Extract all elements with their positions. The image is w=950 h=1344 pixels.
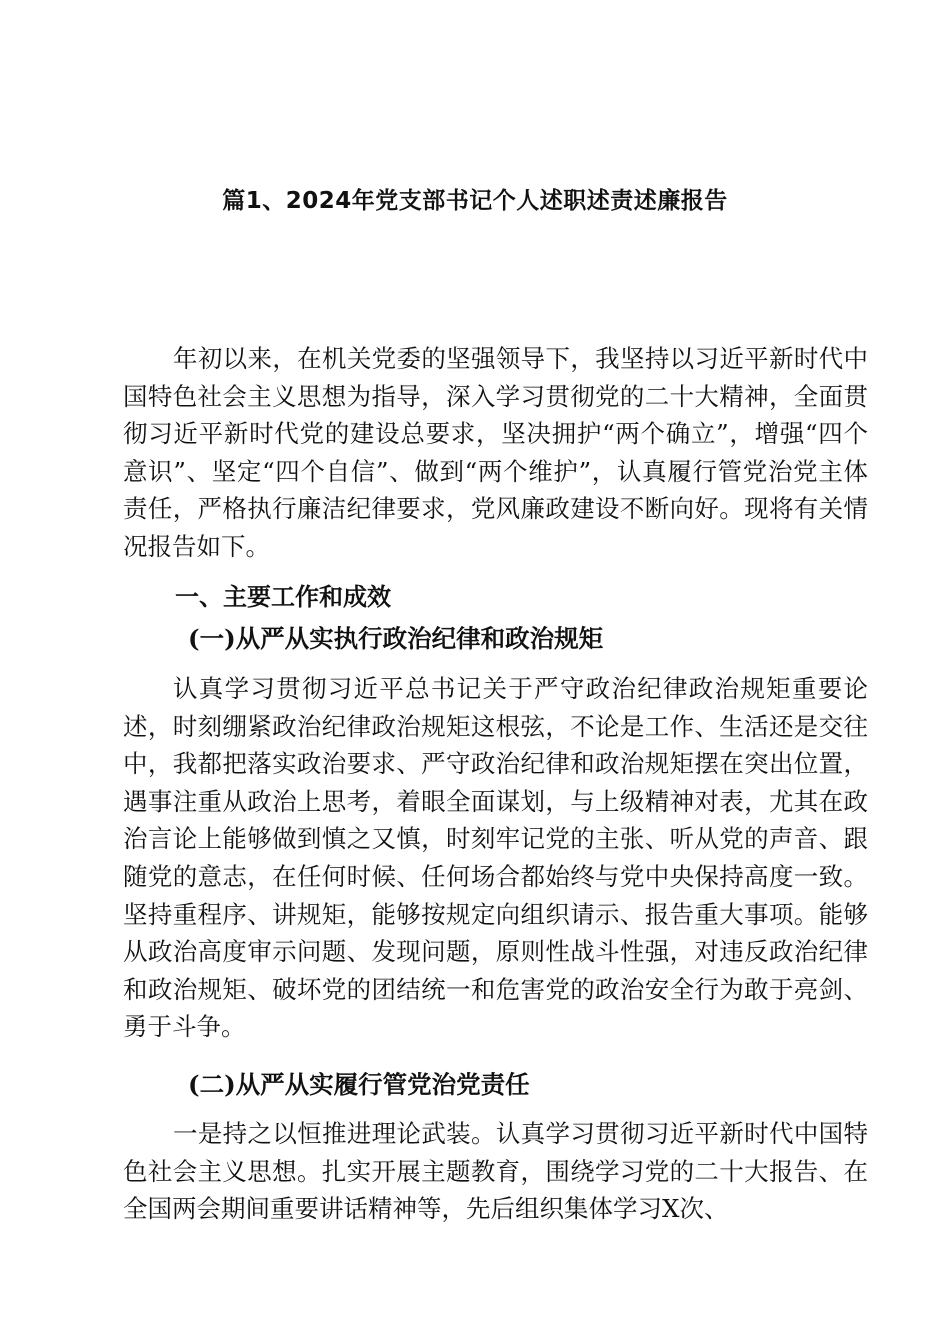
subsection-heading-political-discipline: (一)从严从实执行政治纪律和政治规矩 xyxy=(188,624,604,653)
theory-study-paragraph: 一是持之以恒推进理论武装。认真学习贯彻习近平新时代中国特色社会主义思想。扎实开展主题教育，围绕学习党的二十大报告、在全国两会期间重要讲话精神等，先后组织集体学习X次、 xyxy=(123,1119,868,1224)
political-discipline-paragraph: 认真学习贯彻习近平总书记关于严守政治纪律政治规矩重要论述，时刻绷紧政治纪律政治规矩这根弦，不论是工作、生活还是交往中，我都把落实政治要求、严守政治纪律和政治规矩摆在突出位置，遇事注重从政治上思考，着眼全面谋划，与上级精神对表，尤其在政治言论上能够做到慎之又慎，时刻牢记党的主张、听从党的声音、跟随党的意志，在任何时候、任何场合都始终与党中央保持高度一致。坚持重程序、讲规矩，能够按规定向组织请示、报告重大事项。能够从政治高度审示问题、发现问题，原则性战斗性强，对违反政治纪律和政治规矩、破坏党的团结统一和危害党的政治安全行为敢于亮剑、勇于斗争。 xyxy=(123,674,868,1042)
intro-paragraph: 年初以来，在机关党委的坚强领导下，我坚持以习近平新时代中国特色社会主义思想为指导，深入学习贯彻党的二十大精神，全面贯彻习近平新时代党的建设总要求，坚决拥护“两个确立”，增强“四个意识”、坚定“四个自信”、做到“两个维护”，认真履行管党治党主体责任，严格执行廉洁纪律要求，党风廉政建设不断向好。现将有关情况报告如下。 xyxy=(123,344,868,561)
document-title: 篇1、2024年党支部书记个人述职述责述廉报告 xyxy=(222,188,728,214)
section-heading-main-work: 一、主要工作和成效 xyxy=(175,583,391,611)
subsection-heading-party-governance: (二)从严从实履行管党治党责任 xyxy=(188,1070,530,1099)
